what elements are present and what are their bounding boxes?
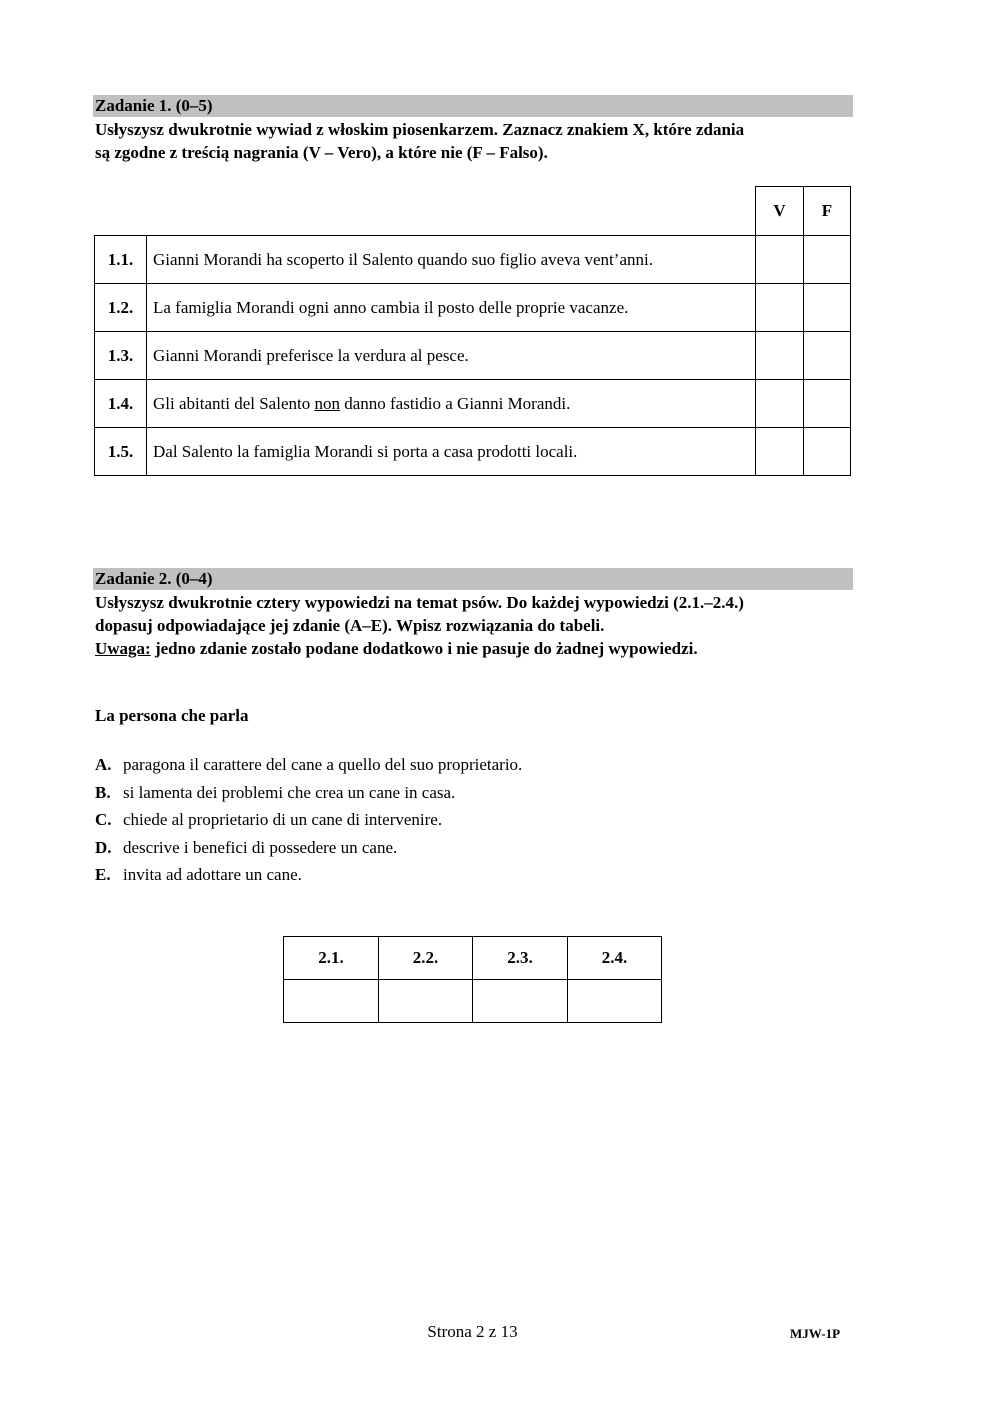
task2-note xyxy=(95,637,855,660)
row-number: 1.3. xyxy=(94,331,147,380)
row-number: 1.5. xyxy=(94,427,147,476)
header-f: F xyxy=(803,186,851,236)
task2-instruction-line2: dopasuj odpowiadające jej zdanie (A–E). Wpisz rozwiązania do tabeli. xyxy=(95,616,605,635)
row-number: 1.4. xyxy=(94,379,147,428)
option-text: paragona il carattere del cane a quello del suo proprietario. xyxy=(123,755,523,774)
option-letter: A. xyxy=(95,755,112,774)
answer-header: 2.3. xyxy=(472,936,568,980)
task2-instruction xyxy=(95,591,855,660)
option-b xyxy=(95,779,522,807)
option-text: chiede al proprietario di un cane di intervenire. xyxy=(123,810,443,829)
answer-cell[interactable] xyxy=(472,979,568,1023)
statement-text xyxy=(146,379,756,428)
option-letter: D. xyxy=(95,837,112,857)
statement-text: La famiglia Morandi ogni anno cambia il posto delle proprie vacanze. xyxy=(146,283,756,332)
answer-box-f[interactable] xyxy=(803,427,851,476)
task1-instruction-line1: Usłyszysz dwukrotnie wywiad z włoskim piosenkarzem. Zaznacz znakiem X, które zdania xyxy=(95,120,745,139)
exam-code: MJW-1P xyxy=(790,1326,841,1341)
option-e xyxy=(95,861,522,889)
answer-box-v[interactable] xyxy=(755,283,804,332)
answer-box-v[interactable] xyxy=(755,379,804,428)
option-text: invita ad adottare un cane. xyxy=(123,865,302,884)
row-number: 1.2. xyxy=(94,283,147,332)
answer-cell[interactable] xyxy=(567,979,662,1023)
option-c xyxy=(95,806,522,834)
task2-title: Zadanie 2. (0–4) xyxy=(93,568,853,590)
task1-instruction-line2: są zgodne z treścią nagrania (V – Vero), a które nie (F – Falso). xyxy=(95,143,548,162)
answer-box-f[interactable] xyxy=(803,283,851,332)
option-text: si lamenta dei problemi che crea un cane in casa. xyxy=(123,782,456,802)
answer-box-v[interactable] xyxy=(755,427,804,476)
answer-table xyxy=(283,936,662,1023)
header-v: V xyxy=(755,186,804,236)
answer-box-v[interactable] xyxy=(755,235,804,284)
option-d xyxy=(95,834,522,862)
statement-text-underlined: non xyxy=(314,393,340,413)
answer-box-f[interactable] xyxy=(803,235,851,284)
task1-title: Zadanie 1. (0–5) xyxy=(93,95,853,117)
statement-text: Gianni Morandi ha scoperto il Salento quando suo figlio aveva vent’anni. xyxy=(146,235,756,284)
answer-cell[interactable] xyxy=(378,979,473,1023)
option-letter: E. xyxy=(95,865,111,884)
option-text: descrive i benefici di possedere un cane. xyxy=(123,837,398,857)
answer-header: 2.1. xyxy=(283,936,379,980)
task2-instruction-line1: Usłyszysz dwukrotnie cztery wypowiedzi na temat psów. Do każdej wypowiedzi (2.1.–2.4.) xyxy=(95,593,744,612)
answer-box-v[interactable] xyxy=(755,331,804,380)
answer-box-f[interactable] xyxy=(803,331,851,380)
options-heading: La persona che parla xyxy=(95,706,249,725)
statement-text: Dal Salento la famiglia Morandi si porta a casa prodotti locali. xyxy=(146,427,756,476)
option-letter: B. xyxy=(95,782,111,802)
answer-cell[interactable] xyxy=(283,979,379,1023)
note-label: Uwaga: xyxy=(95,639,151,658)
note-text: jedno zdanie zostało podane dodatkowo i nie pasuje do żadnej wypowiedzi. xyxy=(150,639,698,658)
task1-instruction xyxy=(95,118,855,164)
answer-header: 2.2. xyxy=(378,936,473,980)
page-number: Strona 2 z 13 xyxy=(427,1322,518,1341)
statement-text: Gianni Morandi preferisce la verdura al pesce. xyxy=(146,331,756,380)
options-list xyxy=(95,751,522,889)
option-a xyxy=(95,751,522,779)
row-number: 1.1. xyxy=(94,235,147,284)
answer-box-f[interactable] xyxy=(803,379,851,428)
statement-text-before: Gli abitanti del Salento xyxy=(153,393,315,413)
answer-header: 2.4. xyxy=(567,936,662,980)
option-letter: C. xyxy=(95,810,112,829)
statement-text-after: danno fastidio a Gianni Morandi. xyxy=(339,393,571,413)
